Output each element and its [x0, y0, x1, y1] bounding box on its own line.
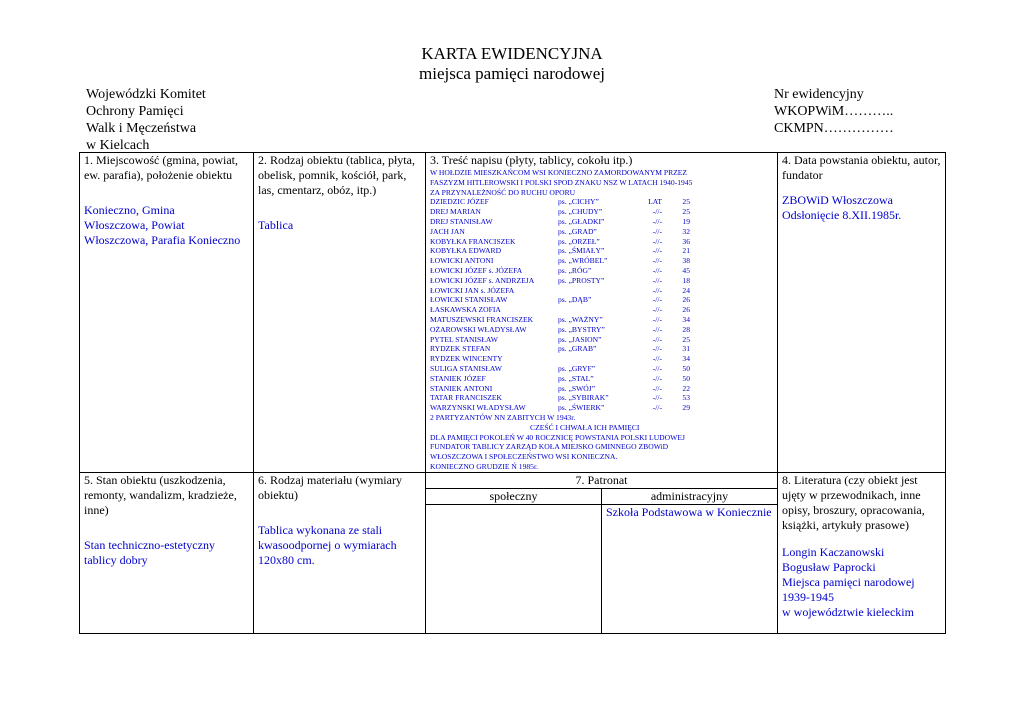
victim-pseudonym: ps. „GRYF”: [558, 363, 596, 373]
victim-row: [430, 295, 690, 305]
victim-name: MATUSZEWSKI FRANCISZEK: [430, 314, 534, 324]
literature-value-line: Miejsca pamięci narodowej: [782, 575, 915, 589]
date-value-line: Odsłonięcie 8.XII.1985r.: [782, 208, 902, 222]
victim-pseudonym: [558, 354, 628, 364]
victim-row: [430, 354, 690, 364]
issuer-line: w Kielcach: [86, 138, 150, 153]
victim-pseudonym: ps. „CICHY”: [558, 197, 599, 207]
victim-name: STANIEK JÓZEF: [430, 373, 486, 383]
inscription-intro-line: FASZYZM HITLEROWSKI I POLSKI SPOD ZNAKU NSZ W LATACH 1940-1945: [430, 177, 693, 187]
victim-pseudonym: ps. „GŁADKI”: [558, 216, 605, 226]
victim-age: 50: [682, 363, 690, 373]
victim-row: [430, 344, 690, 354]
condition-value: Stan techniczno-estetyczny tablicy dobry: [84, 538, 215, 567]
victim-name: JACH JAN: [430, 226, 465, 236]
victim-row: [430, 335, 690, 345]
literature-value-line: w województwie kieleckim: [782, 605, 914, 619]
material-value: Tablica wykonana ze stali kwasoodpornej o wymiarach 120x80 cm.: [258, 523, 397, 567]
victim-mark: -//-: [652, 256, 662, 266]
victim-mark: -//-: [652, 354, 662, 364]
victim-name: KOBYŁKA EDWARD: [430, 246, 502, 256]
victim-mark: -//-: [652, 265, 662, 275]
registry-block: [774, 86, 894, 137]
location-cell: [80, 153, 254, 473]
victim-name: TATAR FRANCISZEK: [430, 393, 502, 403]
victims-list: [430, 197, 690, 413]
patronage-social-value: [426, 505, 602, 633]
patronage-cell: [426, 473, 778, 634]
victim-row: [430, 207, 690, 217]
literature-value-line: Bogusław Paprocki: [782, 560, 876, 574]
issuer-line: Walk i Męczeństwa: [86, 121, 197, 136]
victim-row: [430, 315, 690, 325]
victim-age: 28: [682, 324, 690, 334]
record-table: [79, 152, 946, 634]
victim-name: STANIEK ANTONI: [430, 383, 493, 393]
victim-mark: -//-: [652, 383, 662, 393]
victim-age: 19: [682, 216, 690, 226]
victim-name: ŁOWICKI JAN s. JÓZEFA: [430, 285, 515, 295]
victim-row: [430, 393, 690, 403]
victim-age: 24: [682, 285, 690, 295]
victim-pseudonym: ps. „SYBIRAK”: [558, 393, 609, 403]
victim-mark: -//-: [652, 275, 662, 285]
issuer-line: Wojewódzki Komitet: [86, 87, 206, 102]
date-label: 4. Data powstania obiektu, autor, fundator: [782, 153, 941, 182]
victim-age: 53: [682, 393, 690, 403]
material-label: 6. Rodzaj materiału (wymiary obiektu): [258, 473, 402, 502]
victim-mark: -//-: [652, 216, 662, 226]
victim-row: [430, 217, 690, 227]
issuer-block: [86, 86, 206, 154]
victim-mark: LAT: [648, 197, 662, 207]
victim-row: [430, 237, 690, 247]
victim-pseudonym: ps. „ŚWIERK”: [558, 403, 605, 413]
patronage-admin-value: Szkoła Podstawowa w Koniecznie: [606, 505, 772, 519]
literature-cell: [778, 473, 946, 634]
victim-name: SULIGA STANISŁAW: [430, 363, 502, 373]
literature-label: 8. Literatura (czy obiekt jest ujęty w przewodnikach, inne opisy, broszury, opracowania, książki, artykuły prasowe): [782, 473, 925, 532]
registry-line: CKMPN……………: [774, 121, 894, 136]
victim-mark: -//-: [652, 334, 662, 344]
victim-name: ŁOWICKI JÓZEF s. JÓZEFA: [430, 265, 523, 275]
victim-age: 31: [682, 344, 690, 354]
victim-pseudonym: ps. „WAŻNY”: [558, 314, 603, 324]
victim-mark: -//-: [652, 373, 662, 383]
condition-label: 5. Stan obiektu (uszkodzenia, remonty, wandalizm, kradzieże, inne): [84, 473, 237, 517]
document-title: KARTA EWIDENCYJNA: [421, 44, 603, 63]
literature-value-line: 1939-1945: [782, 590, 834, 604]
victim-mark: -//-: [652, 403, 662, 413]
date-cell: [778, 153, 946, 473]
victim-pseudonym: ps. „STAL”: [558, 373, 594, 383]
condition-cell: [80, 473, 254, 634]
victim-pseudonym: ps. „DĄB”: [558, 295, 592, 305]
victim-row: [430, 256, 690, 266]
victim-age: 38: [682, 256, 690, 266]
victim-age: 26: [682, 295, 690, 305]
victim-age: 34: [682, 354, 690, 364]
victim-row: [430, 266, 690, 276]
victim-pseudonym: ps. „ŚMIAŁY”: [558, 246, 605, 256]
victim-age: 32: [682, 226, 690, 236]
location-label: 1. Miejscowość (gmina, powiat, ew. parafia), położenie obiektu: [84, 153, 238, 182]
victim-age: 18: [682, 275, 690, 285]
victim-name: KOBYŁKA FRANCISZEK: [430, 236, 516, 246]
victim-mark: -//-: [652, 363, 662, 373]
victim-mark: -//-: [652, 314, 662, 324]
victim-mark: -//-: [652, 226, 662, 236]
patronage-social-label: społeczny: [426, 489, 602, 504]
victim-mark: -//-: [652, 324, 662, 334]
literature-value-line: Longin Kaczanowski: [782, 545, 885, 559]
victim-name: WARZYNSKI WŁADYSŁAW: [430, 403, 526, 413]
victim-mark: -//-: [652, 305, 662, 315]
victim-name: DREJ STANISŁAW: [430, 216, 493, 226]
victim-age: 34: [682, 314, 690, 324]
victim-mark: -//-: [652, 295, 662, 305]
victim-name: ŁOWICKI STANISŁAW: [430, 295, 508, 305]
victim-age: 45: [682, 265, 690, 275]
victim-mark: -//-: [652, 207, 662, 217]
material-cell: [254, 473, 426, 634]
inscription-intro-line: ZA PRZYNALEŻNOŚĆ DO RUCHU OPORU: [430, 187, 576, 197]
victim-age: 50: [682, 373, 690, 383]
victim-pseudonym: ps. „JASION”: [558, 334, 602, 344]
victim-name: ŁASKAWSKA ZOFIA: [430, 305, 501, 315]
victim-row: [430, 276, 690, 286]
victim-pseudonym: ps. „PROSTY”: [558, 275, 605, 285]
victim-age: 22: [682, 383, 690, 393]
victim-row: [430, 403, 690, 413]
victim-mark: -//-: [652, 285, 662, 295]
inscription-outro-line: DLA PAMIĘCI POKOLEŃ W 40 ROCZNICĘ POWSTANIA POLSKI LUDOWEJ: [430, 432, 685, 442]
victim-name: OŻAROWSKI WŁADYSŁAW: [430, 324, 527, 334]
inscription-label: 3. Treść napisu (płyty, tablicy, cokołu itp.): [430, 153, 633, 167]
victim-age: 25: [682, 197, 690, 207]
patronage-label: 7. Patronat: [426, 473, 777, 489]
patronage-admin-label: administracyjny: [650, 489, 729, 503]
object-type-value: Tablica: [258, 218, 294, 232]
location-value-line: Konieczno, Gmina: [84, 203, 175, 217]
victim-name: DZIEDZIC JÓZEF: [430, 197, 489, 207]
victim-age: 25: [682, 207, 690, 217]
victim-row: [430, 384, 690, 394]
document-subtitle: miejsca pamięci narodowej: [419, 64, 605, 83]
victim-row: [430, 325, 690, 335]
victim-row: [430, 197, 690, 207]
victim-row: [430, 364, 690, 374]
victim-age: 25: [682, 334, 690, 344]
victim-row: [430, 227, 690, 237]
object-type-label: 2. Rodzaj obiektu (tablica, płyta, obelisk, pomnik, kościół, park, las, cmentarz, obóz, itp.): [258, 153, 415, 197]
location-value-line: Włoszczowa, Powiat: [84, 218, 185, 232]
victim-pseudonym: [558, 305, 628, 315]
inscription-cell: [426, 153, 778, 473]
victim-name: ŁOWICKI JÓZEF s. ANDRZEJA: [430, 275, 535, 285]
victim-pseudonym: ps. „RÓG”: [558, 265, 592, 275]
inscription-outro-line: CZEŚĆ I CHWAŁA ICH PAMIĘCI: [530, 422, 640, 432]
inscription-outro-line: WŁOSZCZOWA I SPOŁECZEŃSTWO WSI KONIECZNA.: [430, 452, 618, 462]
victim-age: 21: [682, 246, 690, 256]
victim-age: 26: [682, 305, 690, 315]
victim-name: DREJ MARIAN: [430, 207, 481, 217]
issuer-line: Ochrony Pamięci: [86, 104, 184, 119]
victim-mark: -//-: [652, 393, 662, 403]
victim-pseudonym: ps. „WRÓBEL”: [558, 256, 608, 266]
victim-pseudonym: ps. „SWÓJ”: [558, 383, 596, 393]
registry-line: WKOPWiM………..: [774, 104, 894, 119]
victim-mark: -//-: [652, 236, 662, 246]
victim-pseudonym: [558, 286, 628, 296]
victim-row: [430, 374, 690, 384]
victim-age: 36: [682, 236, 690, 246]
date-value-line: ZBOWiD Włoszczowa: [782, 193, 893, 207]
victim-age: 29: [682, 403, 690, 413]
inscription-outro-line: 2 PARTYZANTÓW NN ZABITYCH W 1943r.: [430, 412, 576, 422]
victim-pseudonym: ps. „CHUDY”: [558, 207, 603, 217]
victim-pseudonym: ps. „GRAD”: [558, 226, 597, 236]
location-value-line: Włoszczowa, Parafia Konieczno: [84, 233, 241, 247]
victim-name: PYTEL STANISŁAW: [430, 334, 498, 344]
inscription-outro-line: FUNDATOR TABLICY ZARZĄD KOŁA MIEJSKO GMINNEGO ZBOWiD: [430, 442, 669, 452]
victim-pseudonym: ps. „BYSTRY”: [558, 324, 605, 334]
registry-line: Nr ewidencyjny: [774, 87, 864, 102]
victim-mark: -//-: [652, 344, 662, 354]
victim-name: RYDZEK STEFAN: [430, 344, 491, 354]
object-type-cell: [254, 153, 426, 473]
victim-name: RYDZEK WINCENTY: [430, 354, 503, 364]
victim-mark: -//-: [652, 246, 662, 256]
victim-name: ŁOWICKI ANTONI: [430, 256, 494, 266]
victim-row: [430, 246, 690, 256]
victim-pseudonym: ps. „GRAB”: [558, 344, 597, 354]
victim-pseudonym: ps. „ORZEŁ”: [558, 236, 600, 246]
victim-row: [430, 305, 690, 315]
inscription-outro-line: KONIECZNO GRUDZIE Ń 1985r.: [430, 461, 538, 471]
victim-row: [430, 286, 690, 296]
inscription-intro-line: W HOŁDZIE MIESZKAŃCOM WSI KONIECZNO ZAMORDOWANYM PRZEZ: [430, 168, 688, 177]
